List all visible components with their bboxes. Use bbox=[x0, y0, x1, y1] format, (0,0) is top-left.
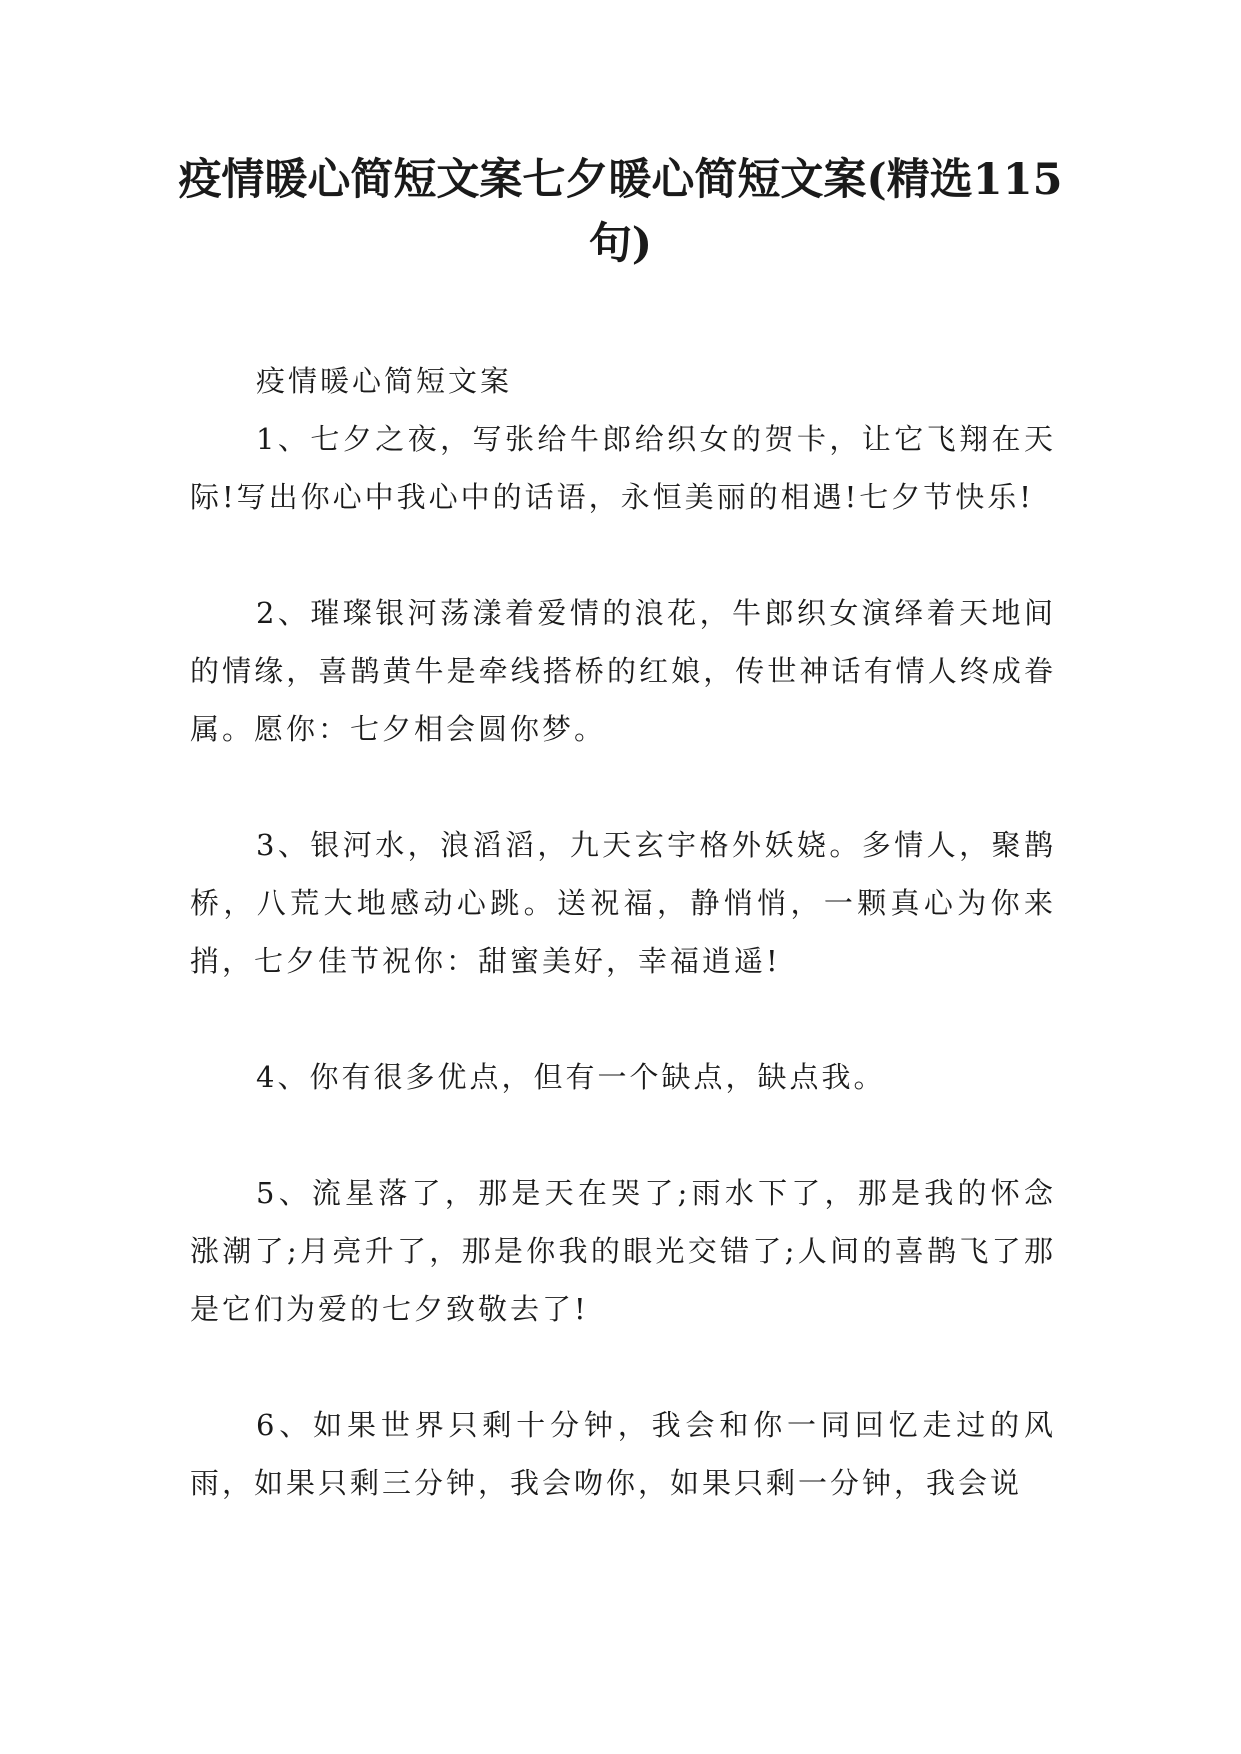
list-item-1: 1、七夕之夜，写张给牛郎给织女的贺卡，让它飞翔在天际!写出你心中我心中的话语，永恒美丽的相遇!七夕节快乐! bbox=[190, 422, 1056, 514]
document-title: 疫情暖心简短文案七夕暖心简短文案(精选115句) bbox=[178, 155, 1063, 269]
list-item-4: 4、你有很多优点，但有一个缺点，缺点我。 bbox=[256, 1060, 886, 1094]
document-body bbox=[190, 352, 1056, 1512]
list-item-3: 3、银河水，浪滔滔，九天玄宇格外妖娆。多情人，聚鹊桥，八荒大地感动心跳。送祝福，静悄悄，一颗真心为你来捎，七夕佳节祝你：甜蜜美好，幸福逍遥! bbox=[190, 828, 1056, 978]
list-item-6: 6、如果世界只剩十分钟，我会和你一同回忆走过的风雨，如果只剩三分钟，我会吻你，如果只剩一分钟，我会说 bbox=[190, 1408, 1056, 1500]
list-item-5: 5、流星落了，那是天在哭了;雨水下了，那是我的怀念涨潮了;月亮升了，那是你我的眼光交错了;人间的喜鹊飞了那是它们为爱的七夕致敬去了! bbox=[190, 1176, 1056, 1326]
section-heading: 疫情暖心简短文案 bbox=[256, 364, 513, 398]
list-item-2: 2、璀璨银河荡漾着爱情的浪花，牛郎织女演绎着天地间的情缘，喜鹊黄牛是牵线搭桥的红娘，传世神话有情人终成眷属。愿你：七夕相会圆你梦。 bbox=[190, 596, 1056, 746]
